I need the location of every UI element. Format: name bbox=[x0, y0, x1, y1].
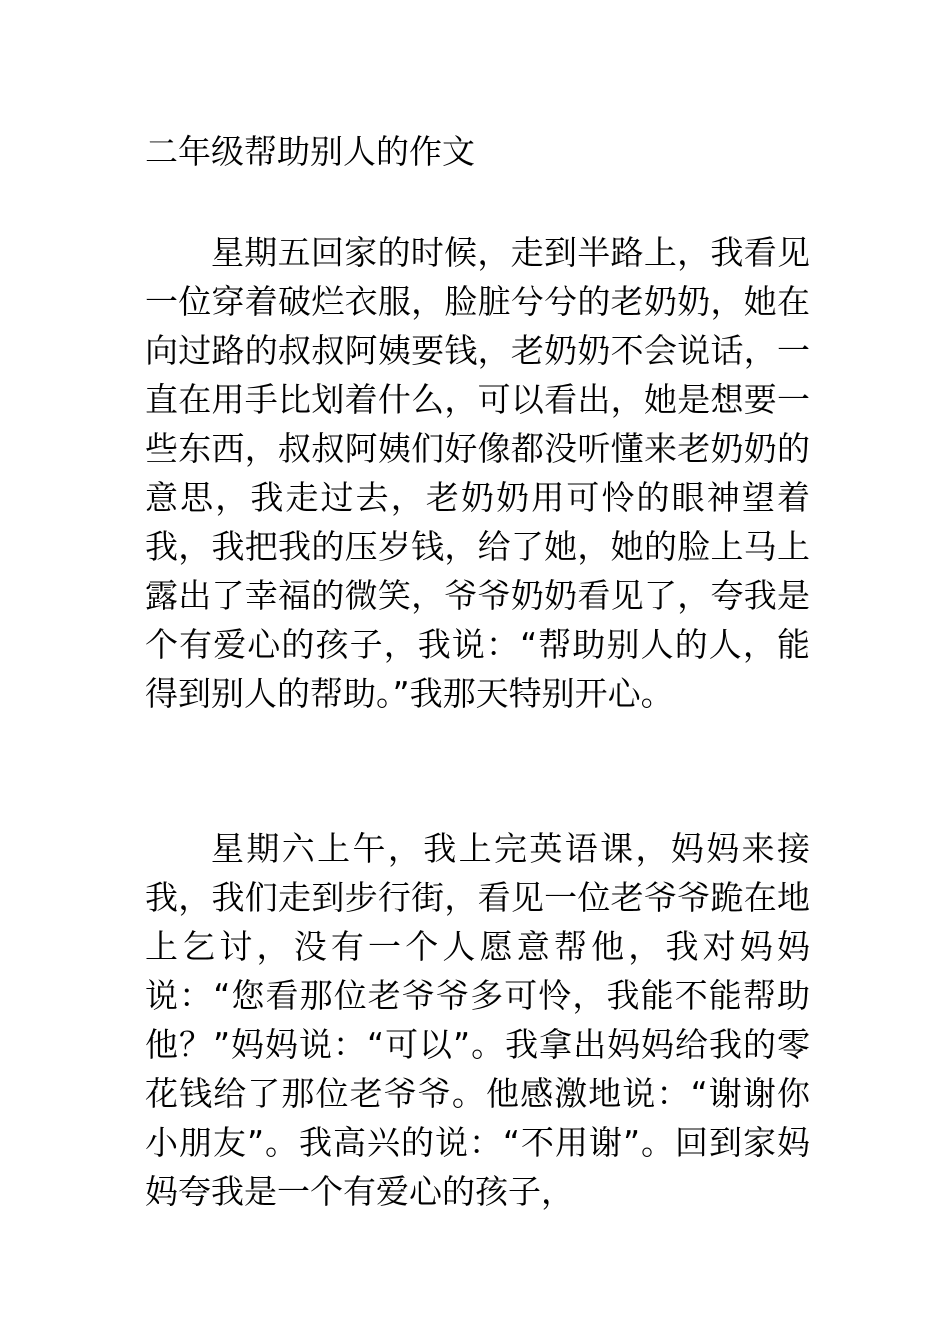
document-title: 二年级帮助别人的作文 bbox=[145, 132, 475, 171]
paragraph-1: 星期五回家的时候，走到半路上，我看见一位穿着破烂衣服，脸脏兮兮的老奶奶，她在向过路的叔叔阿姨要钱，老奶奶不会说话，一直在用手比划着什么，可以看出，她是想要一些东西，叔叔阿姨们好像都没听懂来老奶奶的意思，我走过去，老奶奶用可怜的眼神望着我，我把我的压岁钱，给了她，她的脸上马上露出了幸福的微笑，爷爷奶奶看见了，夸我是个有爱心的孩子，我说：“帮助别人的人，能得到别人的帮助。”我那天特别开心。 bbox=[145, 233, 810, 713]
paragraph-2: 星期六上午，我上完英语课，妈妈来接我，我们走到步行街，看见一位老爷爷跪在地上乞讨，没有一个人愿意帮他，我对妈妈说：“您看那位老爷爷多可怜，我能不能帮助他？”妈妈说：“可以”。我拿出妈妈给我的零花钱给了那位老爷爷。他感激地说：“谢谢你小朋友”。我高兴的说：“不用谢”。回到家妈妈夸我是一个有爱心的孩子， bbox=[145, 829, 810, 1211]
